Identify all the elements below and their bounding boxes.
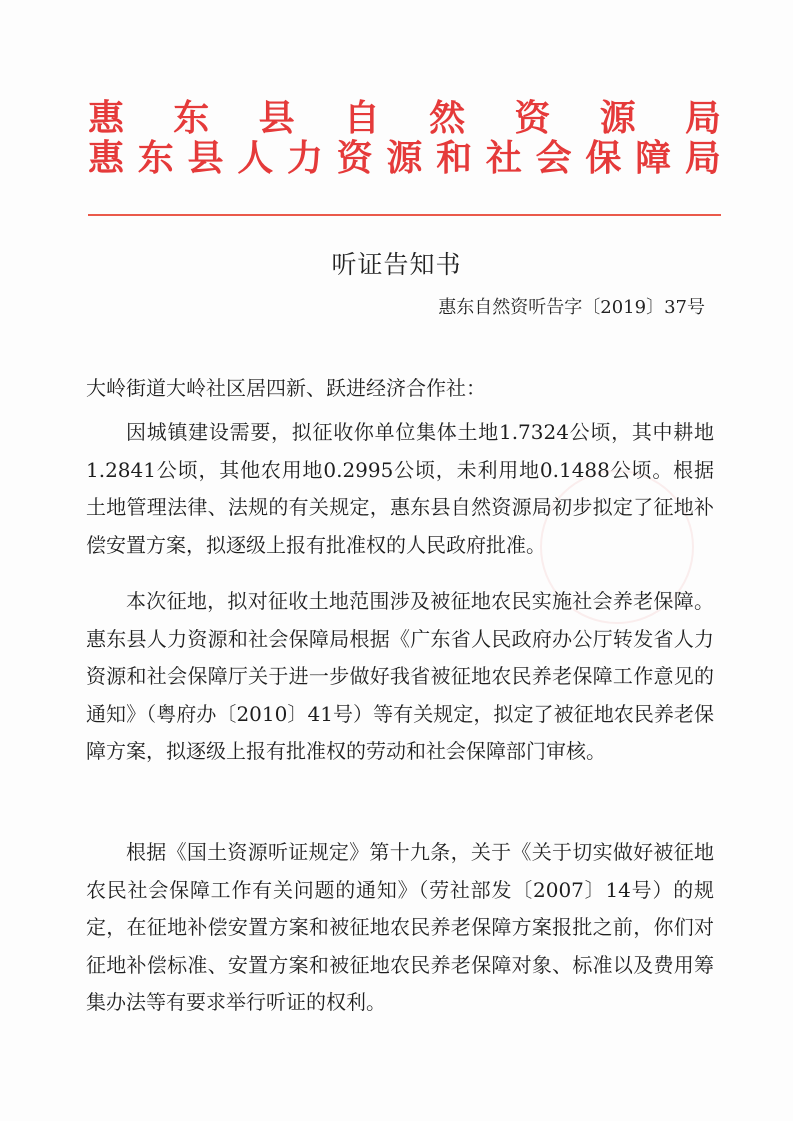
org2-char: 惠 — [88, 137, 125, 179]
org1-char: 东 — [173, 97, 210, 139]
issuing-org-line-2 — [88, 138, 721, 178]
org1-char: 然 — [429, 97, 466, 139]
org2-char: 社 — [485, 137, 522, 179]
org2-char: 人 — [237, 137, 274, 179]
paragraph-1: 因城镇建设需要，拟征收你单位集体土地1.7324公顷，其中耕地1.2841公顷，其他农用地0.2995公顷，未利用地0.1488公顷。根据土地管理法律、法规的有关规定，惠东县自然资源局初步拟定了征地补偿安置方案，拟逐级上报有批准权的人民政府批准。 — [86, 420, 714, 557]
org1-char: 局 — [684, 97, 721, 139]
paragraph-3: 根据《国土资源听证规定》第十九条，关于《关于切实做好被征地农民社会保障工作有关问题的通知》（劳社部发〔2007〕14号）的规定，在征地补偿安置方案和被征地农民养老保障方案报批之前，你们对征地补偿标准、安置方案和被征地农民养老保障对象、标准以及费用筹集办法等有要求举行听证的权利。 — [86, 840, 714, 1014]
org1-char: 源 — [599, 97, 636, 139]
org2-char: 县 — [187, 137, 224, 179]
org1-char: 县 — [258, 97, 295, 139]
org1-char: 惠 — [88, 97, 125, 139]
org2-char: 保 — [585, 137, 622, 179]
issuing-org-line-1 — [88, 98, 721, 138]
org2-char: 力 — [286, 137, 323, 179]
document-number: 惠东自然资听告字〔2019〕37号 — [438, 297, 705, 318]
paragraph-2: 本次征地，拟对征收土地范围涉及被征地农民实施社会养老保障。惠东县人力资源和社会保障局根据《广东省人民政府办公厅转发省人力资源和社会保障厅关于进一步做好我省被征地农民养老保障工作意见的通知》（粤府办〔2010〕41号）等有关规定，拟定了被征地农民养老保障方案，拟逐级上报有批准权的劳动和社会保障部门审核。 — [86, 589, 714, 763]
org1-char: 资 — [514, 97, 551, 139]
header-divider — [88, 214, 721, 216]
org2-char: 东 — [137, 137, 174, 179]
org2-char: 会 — [535, 137, 572, 179]
org2-char: 和 — [436, 137, 473, 179]
org2-char: 障 — [635, 137, 672, 179]
document-title: 听证告知书 — [331, 250, 462, 279]
org2-char: 局 — [684, 137, 721, 179]
org1-char: 自 — [343, 97, 380, 139]
org2-char: 资 — [336, 137, 373, 179]
addressee: 大岭街道大岭社区居四新、跃进经济合作社： — [86, 376, 486, 400]
org2-char: 源 — [386, 137, 423, 179]
